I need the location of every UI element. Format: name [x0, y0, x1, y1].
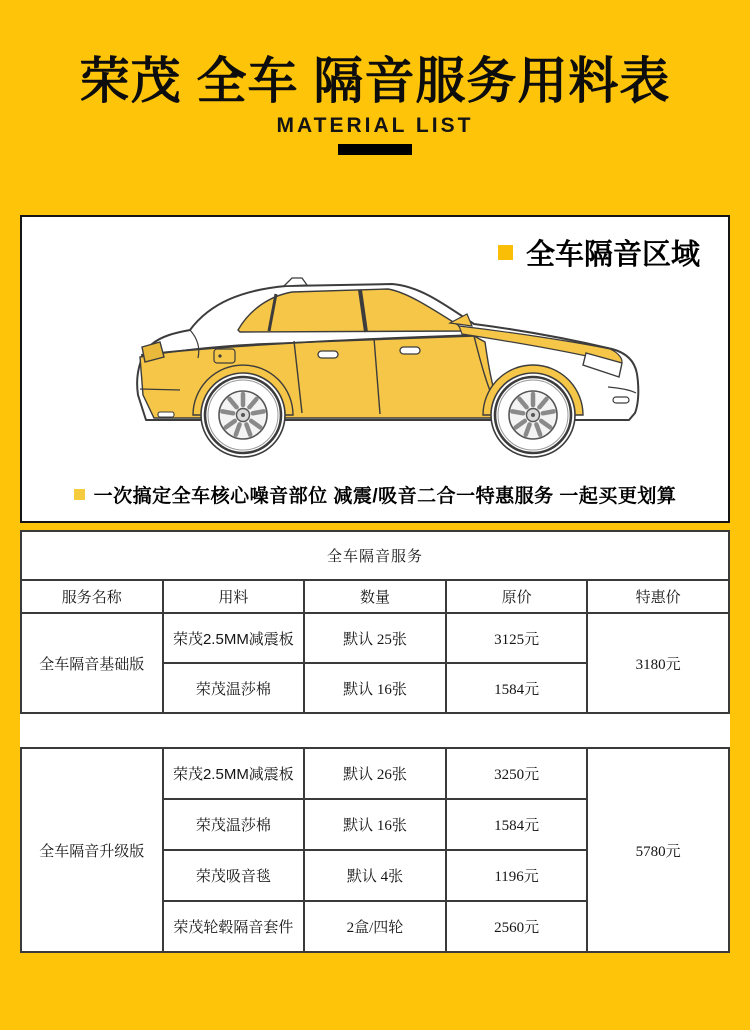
- special-price-upgrade: 5780元: [587, 748, 729, 952]
- material-cell: 荣茂轮毂隔音套件: [163, 901, 305, 952]
- service-name-upgrade: 全车隔音升级版: [21, 748, 163, 952]
- square-bullet-icon: [74, 489, 85, 500]
- service-table-bottom: [20, 747, 730, 953]
- square-bullet-icon: [498, 245, 513, 260]
- front-wheel-icon: [491, 373, 575, 457]
- special-price-basic: 3180元: [587, 613, 729, 713]
- table-row: [21, 613, 729, 663]
- promo-note-text: 一次搞定全车核心噪音部位 减震/吸音二合一特惠服务 一起买更划算: [93, 486, 677, 507]
- qty-cell: 默认 16张: [304, 799, 446, 850]
- page-title: 荣茂 全车 隔音服务用料表: [79, 53, 671, 109]
- col-header-material: 用料: [163, 580, 305, 613]
- material-cell: 荣茂温莎棉: [163, 663, 305, 713]
- col-header-qty: 数量: [304, 580, 446, 613]
- table-group-gap: [20, 714, 730, 747]
- price-cell: 1196元: [446, 850, 588, 901]
- price-cell: 3250元: [446, 748, 588, 799]
- col-header-service: 服务名称: [21, 580, 163, 613]
- title-divider-bar: [338, 144, 412, 155]
- qty-cell: 默认 4张: [304, 850, 446, 901]
- qty-cell: 默认 25张: [304, 613, 446, 663]
- table-title: 全车隔音服务: [21, 531, 729, 580]
- price-cell: 2560元: [446, 901, 588, 952]
- soundproof-zone-card: [20, 215, 730, 523]
- zone-heading-label: 全车隔音区域: [525, 239, 700, 271]
- table-row: [21, 748, 729, 799]
- car-illustration: [108, 263, 670, 465]
- service-table-card: [20, 530, 730, 953]
- material-cell: 荣茂2.5MM减震板: [163, 748, 305, 799]
- rear-wheel-icon: [201, 373, 285, 457]
- table-header-row: [21, 580, 729, 613]
- page-subtitle: MATERIAL LIST: [276, 114, 474, 137]
- material-cell: 荣茂温莎棉: [163, 799, 305, 850]
- promo-note: [22, 481, 728, 508]
- price-cell: 3125元: [446, 613, 588, 663]
- col-header-special: 特惠价: [587, 580, 729, 613]
- service-name-basic: 全车隔音基础版: [21, 613, 163, 713]
- qty-cell: 2盒/四轮: [304, 901, 446, 952]
- col-header-price: 原价: [446, 580, 588, 613]
- price-cell: 1584元: [446, 799, 588, 850]
- qty-cell: 默认 26张: [304, 748, 446, 799]
- material-cell: 荣茂吸音毯: [163, 850, 305, 901]
- qty-cell: 默认 16张: [304, 663, 446, 713]
- service-table-top: [20, 530, 730, 714]
- material-cell: 荣茂2.5MM减震板: [163, 613, 305, 663]
- price-cell: 1584元: [446, 663, 588, 713]
